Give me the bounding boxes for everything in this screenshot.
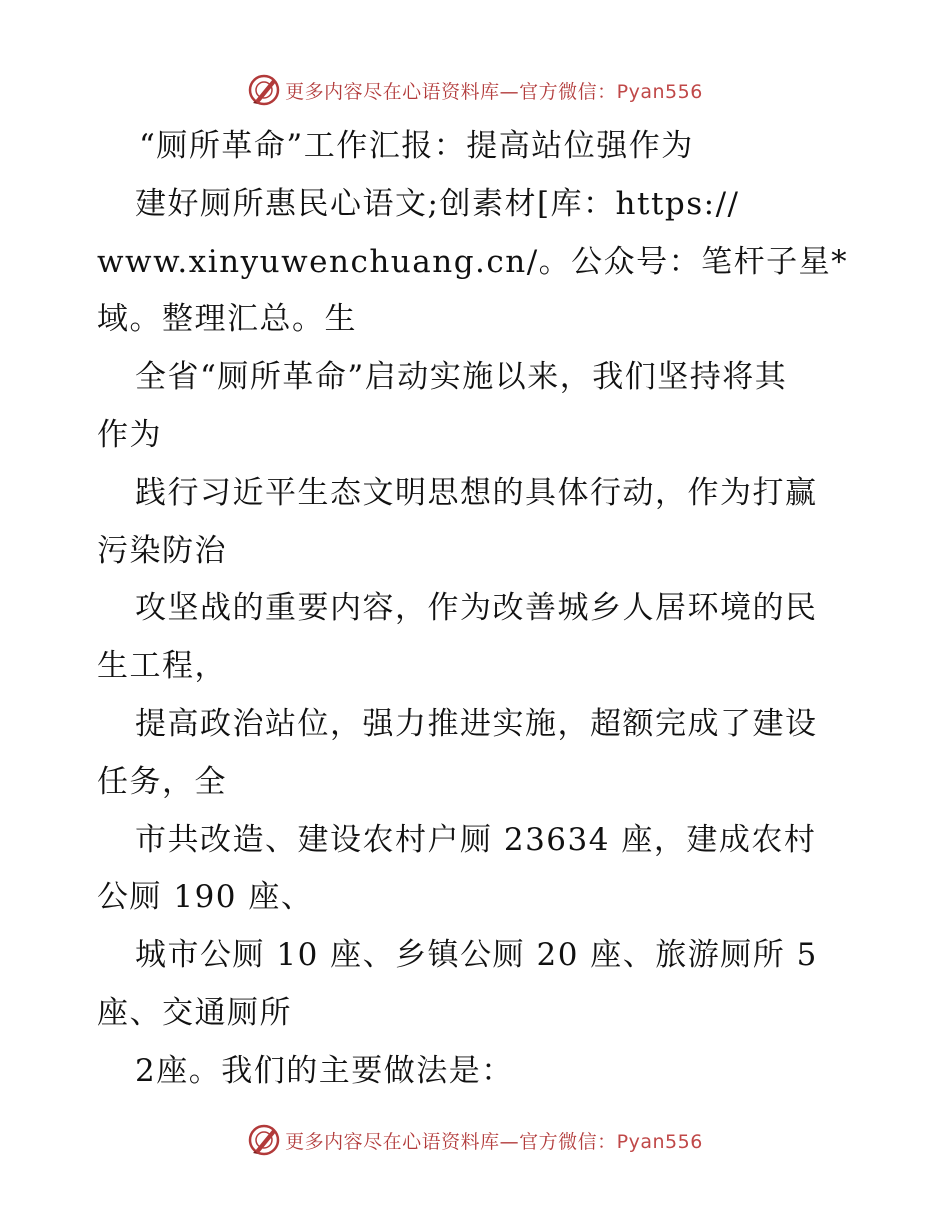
text-line: 2座。我们的主要做法是：	[135, 1052, 514, 1089]
document-title: “厕所革命”工作汇报：提高站位强作为	[139, 128, 694, 164]
header-watermark	[0, 70, 950, 110]
document-body	[97, 118, 857, 1101]
text-line: 全省“厕所革命”启动实施以来，我们坚持将其	[135, 359, 788, 396]
text-line: 市共改造、建设农村户厕 23634 座，建成农村	[135, 821, 817, 858]
text-line: 域。整理汇总。生	[97, 301, 357, 338]
text-line: www.xinyuwenchuang.cn/。公众号：笔杆子星*	[97, 243, 849, 280]
pen-circle-logo-icon	[247, 1123, 281, 1157]
watermark-text: 更多内容尽在心语资料库—官方微信：Pyan556	[285, 80, 703, 103]
text-line: 污染防治	[97, 532, 227, 569]
text-line: 公厕 190 座、	[97, 879, 314, 916]
text-line: 任务，全	[97, 763, 227, 800]
text-line: 建好厕所惠民心语文;创素材[库：https://	[135, 185, 740, 222]
watermark-text: 更多内容尽在心语资料库—官方微信：Pyan556	[285, 1130, 703, 1153]
watermark-account: Pyan556	[616, 80, 703, 103]
text-line: 作为	[97, 416, 162, 453]
text-line: 城市公厕 10 座、乡镇公厕 20 座、旅游厕所 5	[135, 937, 818, 974]
text-line: 践行习近平生态文明思想的具体行动，作为打赢	[135, 474, 818, 511]
text-line: 提高政治站位，强力推进实施，超额完成了建设	[135, 705, 818, 742]
footer-watermark	[0, 1120, 950, 1160]
text-line: 生工程，	[97, 648, 227, 685]
pen-circle-logo-icon	[247, 73, 281, 107]
watermark-account: Pyan556	[616, 1130, 703, 1153]
text-line: 攻坚战的重要内容，作为改善城乡人居环境的民	[135, 590, 818, 627]
text-line: 座、交通厕所	[97, 994, 292, 1031]
